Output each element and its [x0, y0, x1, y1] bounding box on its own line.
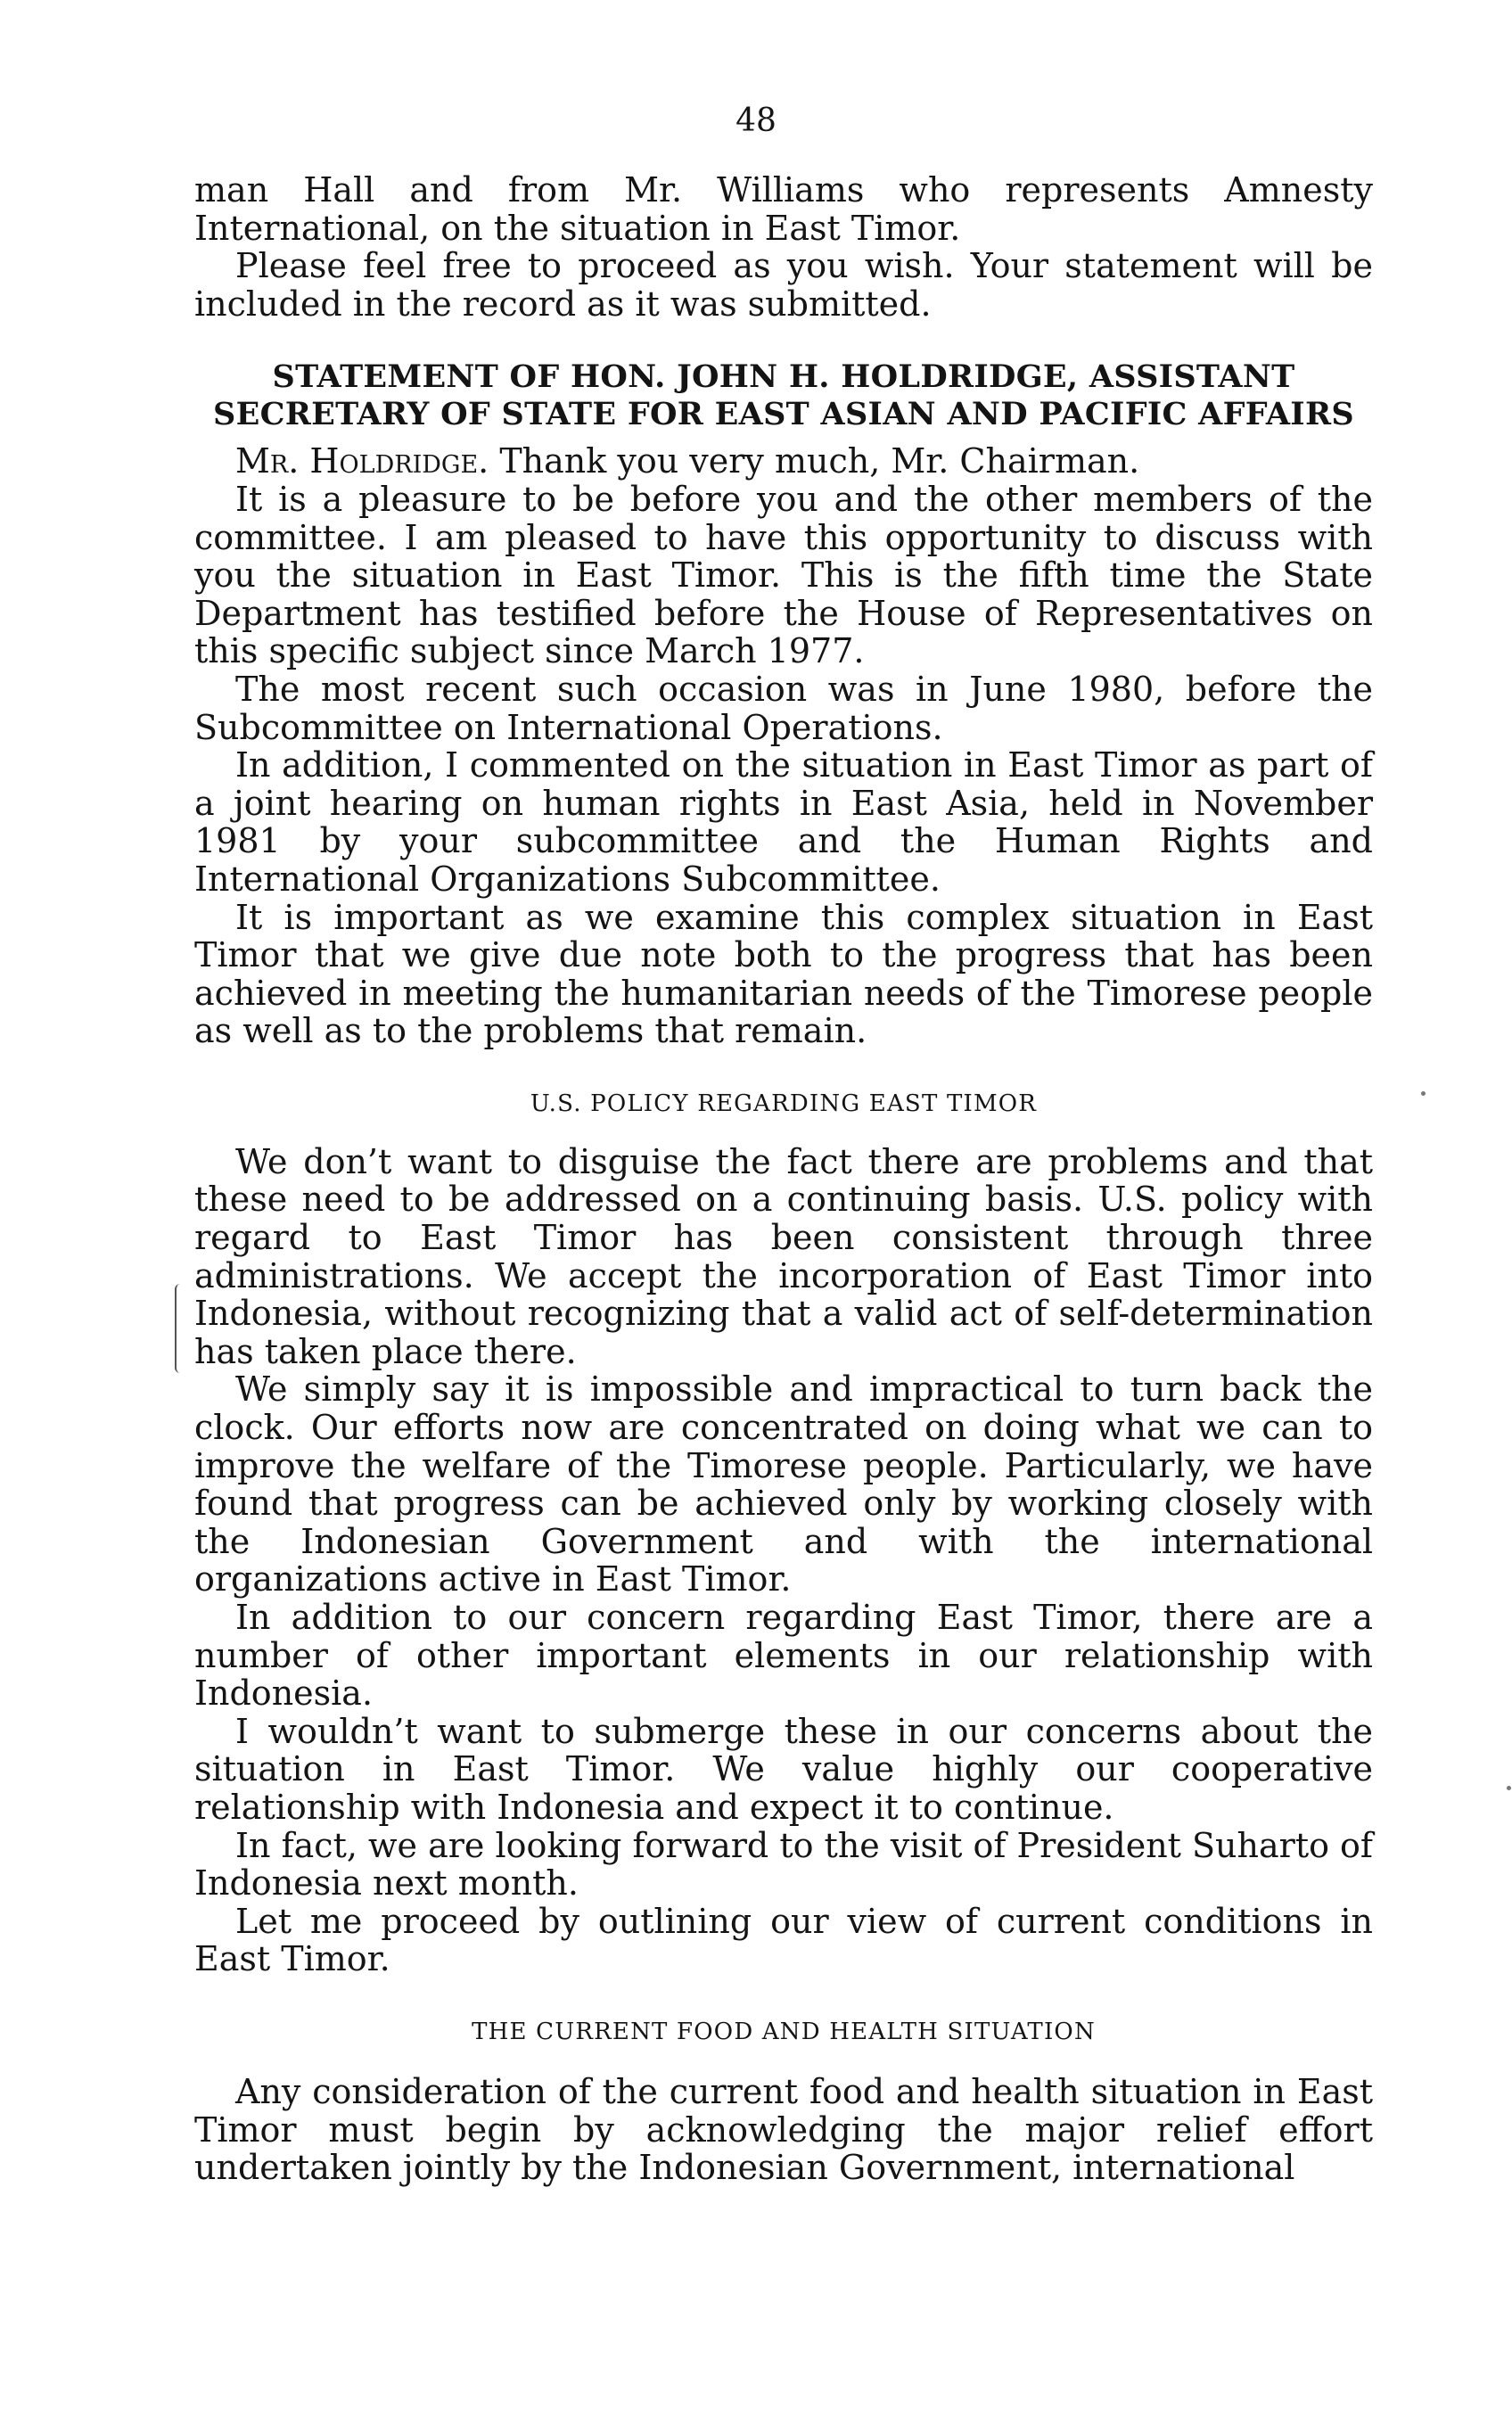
speaker-remark: Thank you very much, Mr. Chairman. — [489, 441, 1140, 481]
scan-speck — [1507, 1786, 1511, 1790]
page-number: 48 — [735, 103, 777, 139]
policy-paragraph: We don’t want to disguise the fact there are problems and that these need to be addressed on a continuing basis. U.S. policy with regard to East Timor has been consistent through three administrations. We accept the incorporation of East Timor into Indonesia, without recognizing that a valid act of self-determination has taken place there. — [194, 1141, 1373, 1371]
document-body — [194, 171, 1373, 2187]
intro-continued-paragraph: man Hall and from Mr. Williams who represents Amnesty International, on the situation in East Timor. — [194, 170, 1373, 248]
statement-paragraph: It is important as we examine this complex situation in East Timor that we give due note both to the progress that has been achieved in meeting the humanitarian needs of the Timorese people as well as to the problems that remain. — [194, 897, 1373, 1051]
statement-heading: STATEMENT OF HON. JOHN H. HOLDRIDGE, ASSISTANT SECRETARY OF STATE FOR EAST ASIAN AND PACIFIC AFFAIRS — [213, 358, 1354, 433]
food-paragraph: Any consideration of the current food and health situation in East Timor must begin by acknowledging the major relief effort undertaken jointly by the Indonesian Government, international — [194, 2071, 1373, 2188]
policy-paragraph: I wouldn’t want to submerge these in our concerns about the situation in East Timor. We value highly our cooperative relationship with Indonesia and expect it to continue. — [194, 1711, 1373, 1827]
policy-paragraph: We simply say it is impossible and impractical to turn back the clock. Our efforts now are concentrated on doing what we can to improve the welfare of the Timorese people. Particularly, we have found that progress can be achieved only by working closely with the Indonesian Government and with the international organizations active in East Timor. — [194, 1369, 1373, 1599]
statement-paragraph: The most recent such occasion was in June 1980, before the Subcommittee on International Operations. — [194, 669, 1373, 747]
policy-section-heading: U.S. POLICY REGARDING EAST TIMOR — [530, 1090, 1038, 1117]
policy-paragraph: Let me proceed by outlining our view of current conditions in East Timor. — [194, 1901, 1373, 1979]
policy-paragraph: In fact, we are looking forward to the visit of President Suharto of Indonesia next month. — [194, 1825, 1373, 1904]
speaker-name: Mr. Holdridge. — [235, 441, 489, 481]
scan-speck — [1421, 1091, 1426, 1096]
speaker-paragraph — [194, 442, 1373, 481]
statement-paragraph: It is a pleasure to be before you and the other members of the committee. I am pleased to have this opportunity to discuss with you the situation in East Timor. This is the fifth time the State Department has testified before the House of Representatives on this specific subject since March 1977. — [194, 479, 1373, 671]
food-section-heading: THE CURRENT FOOD AND HEALTH SITUATION — [472, 2018, 1096, 2045]
policy-paragraph: In addition to our concern regarding East Timor, there are a number of other important elements in our relationship with Indonesia. — [194, 1598, 1373, 1714]
margin-bracket-mark — [175, 1284, 187, 1373]
intro-paragraph: Please feel free to proceed as you wish. Your statement will be included in the record as it was submitted. — [194, 246, 1373, 324]
statement-paragraph: In addition, I commented on the situation in East Timor as part of a joint hearing on human rights in East Asia, held in November 1981 by your subcommittee and the Human Rights and International Organizations Subcommittee. — [194, 745, 1373, 899]
